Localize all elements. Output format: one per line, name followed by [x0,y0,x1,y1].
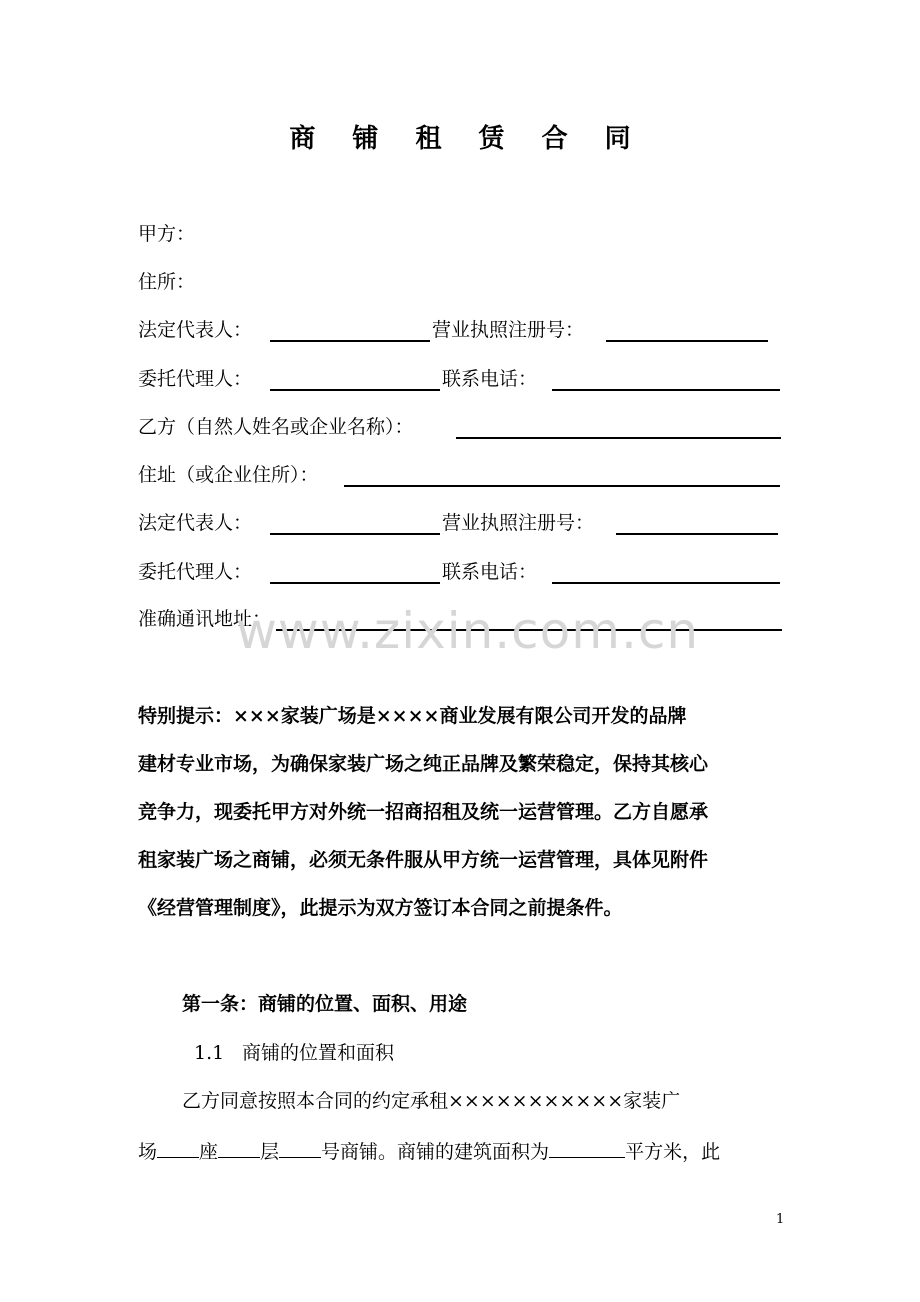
notice-line: 建材专业市场，为确保家装广场之纯正品牌及繁荣稳定，保持其核心 [138,753,709,775]
party-a-label: 甲方： [138,223,196,245]
notice-line: 《经营管理制度》，此提示为双方签订本合同之前提条件。 [138,897,623,919]
special-notice [138,692,788,932]
party-a-phone-label: 联系电话： [442,368,538,390]
text-fragment: 层 [260,1141,280,1163]
page-number: 1 [776,1212,785,1227]
article-1-line-1: 乙方同意按照本合同的约定承租×××××××××××家装广 [182,1090,681,1112]
party-b-mail-blank [276,629,782,631]
text-fragment: 平方米，此 [625,1141,721,1163]
notice-line: 特别提示：×××家装广场是××××商业发展有限公司开发的品牌 [138,705,687,727]
floor-blank [218,1137,260,1158]
party-a-address-label: 住所： [138,271,196,293]
party-a-license-label: 营业执照注册号： [432,319,585,341]
party-b-name-blank [456,437,781,439]
party-b-address-blank [344,485,780,487]
section-1-1-heading [194,1040,394,1066]
party-b-legal-rep-blank [270,533,440,535]
article-1-heading: 第一条：商铺的位置、面积、用途 [182,993,468,1015]
area-blank [549,1137,625,1158]
party-a-license-blank [606,340,768,342]
text-fragment: 座 [199,1141,219,1163]
article-1-line-2 [138,1137,720,1165]
party-a-agent-label: 委托代理人： [138,368,253,390]
watermark: www.zixin.com.cn [236,602,700,660]
notice-line: 竞争力，现委托甲方对外统一招商招租及统一运营管理。乙方自愿承 [138,801,709,823]
section-number: 1.1 [194,1042,225,1064]
party-a-phone-blank [552,389,780,391]
party-b-label: 乙方（自然人姓名或企业名称）： [138,416,414,438]
text-fragment: 场 [138,1141,158,1163]
party-b-mail-label: 准确通讯地址： [138,608,272,630]
party-b-address-label: 住址（或企业住所）： [138,464,319,486]
document-title: 商 铺 租 赁 合 同 [289,124,645,154]
party-a-legal-rep-blank [270,340,430,342]
party-b-agent-blank [270,582,440,584]
party-a-legal-rep-label: 法定代表人： [138,319,253,341]
section-title: 商铺的位置和面积 [242,1042,395,1064]
party-a-agent-blank [270,389,440,391]
notice-line: 租家装广场之商铺，必须无条件服从甲方统一运营管理，具体见附件 [138,849,709,871]
party-b-license-label: 营业执照注册号： [442,512,595,534]
unit-number-blank [279,1137,321,1158]
party-b-legal-rep-label: 法定代表人： [138,512,253,534]
party-b-phone-label: 联系电话： [442,561,538,583]
text-fragment: 号商铺。商铺的建筑面积为 [321,1141,550,1163]
building-blank [157,1137,199,1158]
party-b-agent-label: 委托代理人： [138,561,253,583]
party-b-phone-blank [552,582,780,584]
party-b-license-blank [616,533,778,535]
